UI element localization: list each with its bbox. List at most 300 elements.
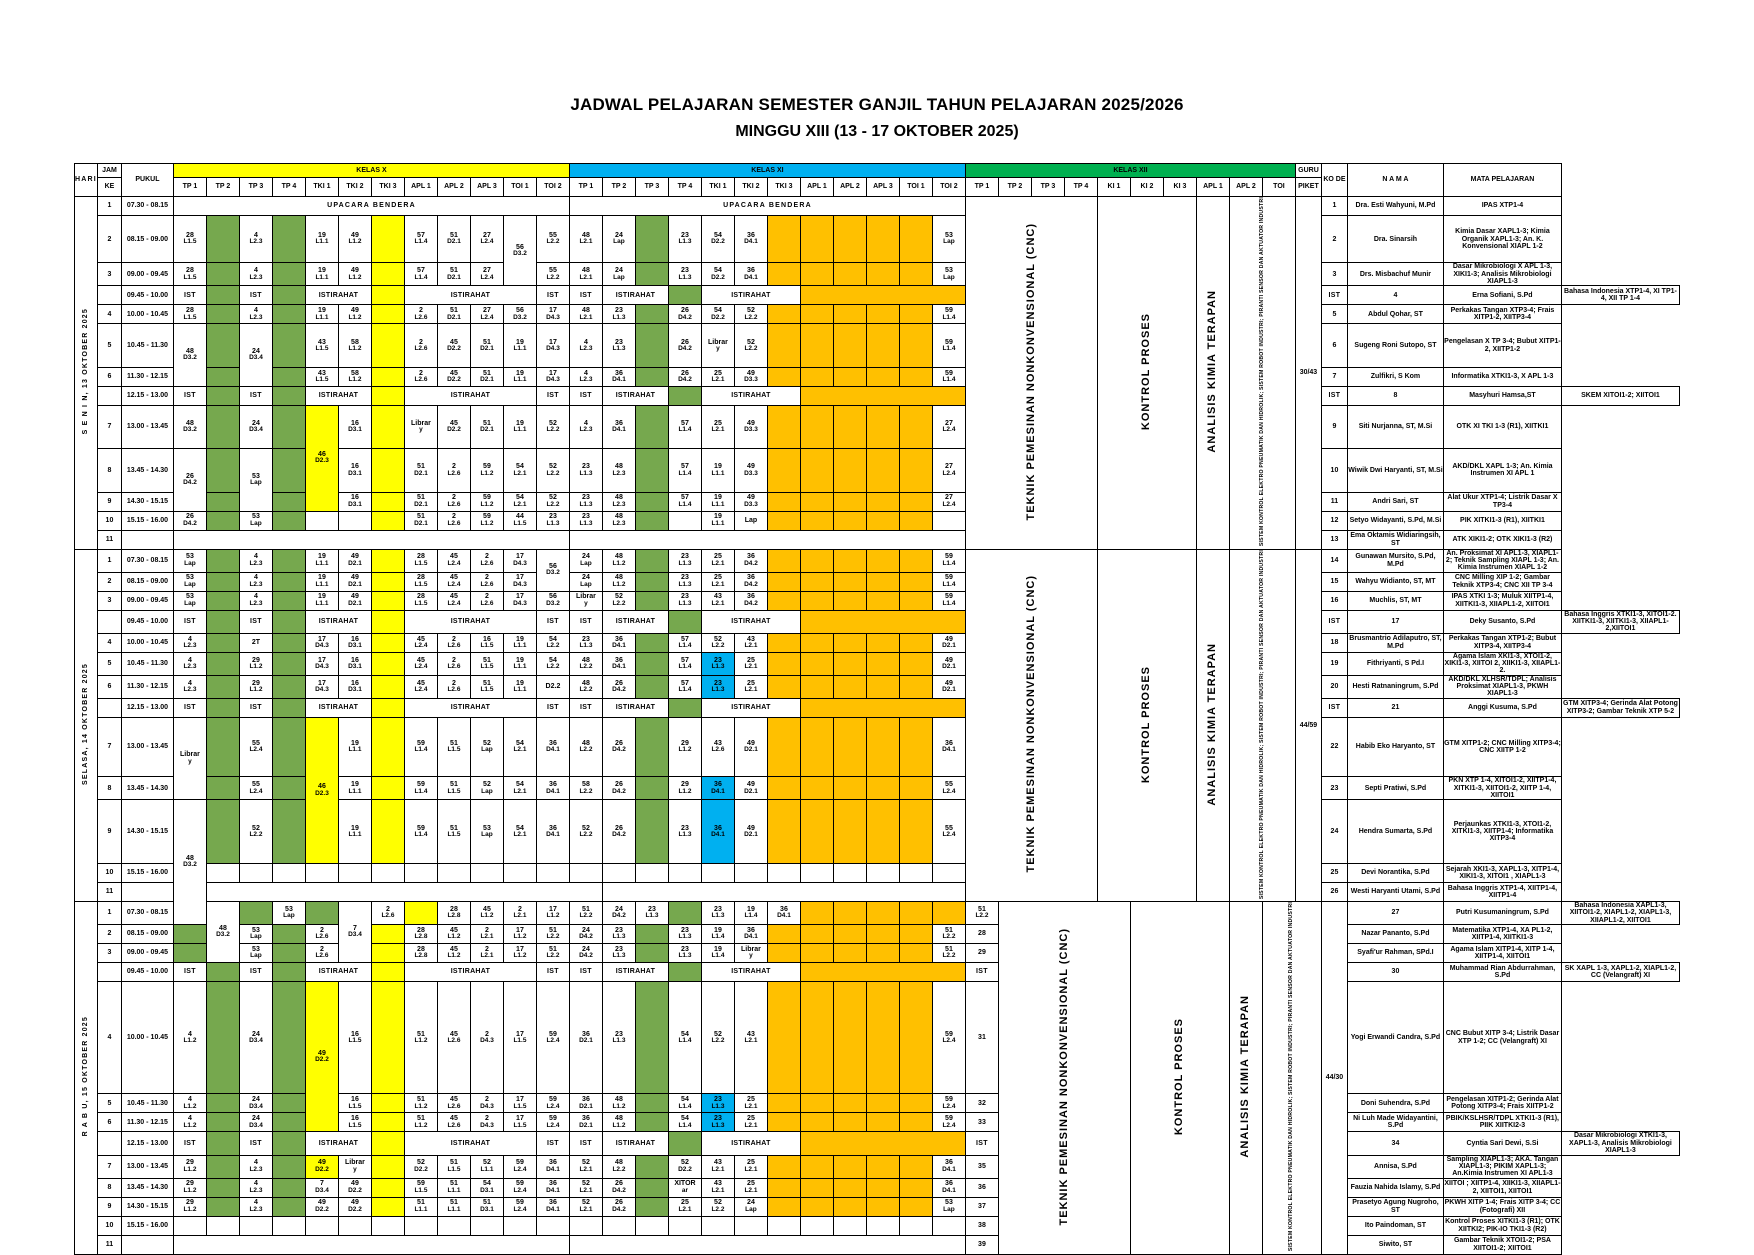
schedule-slot-cell[interactable] xyxy=(932,591,965,610)
schedule-slot-cell[interactable] xyxy=(173,324,206,386)
schedule-slot-cell[interactable] xyxy=(668,982,701,1094)
schedule-slot-cell[interactable] xyxy=(734,944,767,963)
schedule-slot-cell[interactable] xyxy=(536,652,569,675)
schedule-slot-cell[interactable] xyxy=(239,652,272,675)
schedule-slot-cell[interactable] xyxy=(305,591,338,610)
schedule-slot-cell[interactable] xyxy=(569,572,602,591)
schedule-slot-cell[interactable] xyxy=(503,717,536,777)
schedule-slot-cell[interactable] xyxy=(536,717,569,777)
schedule-slot-cell[interactable] xyxy=(470,1155,503,1178)
schedule-slot-cell[interactable] xyxy=(734,902,767,925)
schedule-slot-cell[interactable] xyxy=(536,492,569,511)
schedule-slot-cell[interactable] xyxy=(536,405,569,448)
schedule-slot-cell[interactable] xyxy=(569,492,602,511)
schedule-slot-cell[interactable] xyxy=(470,591,503,610)
schedule-slot-cell[interactable] xyxy=(668,216,701,263)
schedule-slot-cell[interactable] xyxy=(932,800,965,864)
schedule-slot-cell[interactable] xyxy=(569,511,602,530)
schedule-slot-cell[interactable] xyxy=(173,717,206,800)
schedule-slot-cell[interactable] xyxy=(932,492,965,511)
schedule-slot-cell[interactable] xyxy=(701,675,734,698)
schedule-slot-cell[interactable] xyxy=(701,305,734,324)
schedule-slot-cell[interactable] xyxy=(668,367,701,386)
schedule-slot-cell[interactable] xyxy=(569,549,602,572)
schedule-slot-cell[interactable] xyxy=(635,902,668,925)
schedule-slot-cell[interactable] xyxy=(173,1197,206,1216)
schedule-slot-cell[interactable] xyxy=(173,449,206,511)
schedule-slot-cell[interactable] xyxy=(305,549,338,572)
schedule-slot-cell[interactable] xyxy=(932,944,965,963)
schedule-slot-cell[interactable] xyxy=(338,591,371,610)
schedule-slot-cell[interactable] xyxy=(437,982,470,1094)
schedule-slot-cell[interactable] xyxy=(932,572,965,591)
schedule-slot-cell[interactable] xyxy=(701,591,734,610)
schedule-slot-cell[interactable] xyxy=(437,549,470,572)
schedule-slot-cell[interactable] xyxy=(404,675,437,698)
schedule-slot-cell[interactable] xyxy=(404,944,437,963)
schedule-slot-cell[interactable] xyxy=(569,777,602,800)
schedule-slot-cell[interactable] xyxy=(338,492,371,511)
schedule-slot-cell[interactable] xyxy=(536,944,569,963)
schedule-slot-cell[interactable] xyxy=(536,324,569,367)
schedule-slot-cell[interactable] xyxy=(932,305,965,324)
schedule-slot-cell[interactable] xyxy=(173,591,206,610)
schedule-slot-cell[interactable] xyxy=(404,925,437,944)
schedule-slot-cell[interactable] xyxy=(734,405,767,448)
schedule-slot-cell[interactable] xyxy=(173,263,206,286)
schedule-slot-cell[interactable] xyxy=(239,1094,272,1113)
schedule-slot-cell[interactable] xyxy=(932,982,965,1094)
schedule-slot-cell[interactable] xyxy=(404,591,437,610)
schedule-slot-cell[interactable] xyxy=(305,305,338,324)
schedule-slot-cell[interactable] xyxy=(668,944,701,963)
schedule-slot-cell[interactable] xyxy=(305,572,338,591)
schedule-slot-cell[interactable] xyxy=(404,1178,437,1197)
schedule-slot-cell[interactable] xyxy=(932,777,965,800)
schedule-slot-cell[interactable] xyxy=(404,216,437,263)
schedule-slot-cell[interactable] xyxy=(404,492,437,511)
schedule-slot-cell[interactable] xyxy=(437,1155,470,1178)
schedule-slot-cell[interactable] xyxy=(602,800,635,864)
schedule-slot-cell[interactable] xyxy=(338,652,371,675)
schedule-slot-cell[interactable] xyxy=(932,324,965,367)
schedule-slot-cell[interactable] xyxy=(470,717,503,777)
schedule-slot-cell[interactable] xyxy=(239,1155,272,1178)
schedule-slot-cell[interactable] xyxy=(338,717,371,777)
schedule-slot-cell[interactable] xyxy=(536,982,569,1094)
schedule-slot-cell[interactable] xyxy=(239,944,272,963)
schedule-slot-cell[interactable] xyxy=(338,324,371,367)
schedule-slot-cell[interactable] xyxy=(668,633,701,652)
schedule-slot-cell[interactable] xyxy=(437,263,470,286)
schedule-slot-cell[interactable] xyxy=(569,216,602,263)
schedule-slot-cell[interactable] xyxy=(701,216,734,263)
schedule-slot-cell[interactable] xyxy=(437,1178,470,1197)
schedule-slot-cell[interactable] xyxy=(536,1178,569,1197)
schedule-slot-cell[interactable] xyxy=(470,449,503,492)
schedule-slot-cell[interactable] xyxy=(569,902,602,925)
schedule-slot-cell[interactable] xyxy=(668,1155,701,1178)
schedule-slot-cell[interactable] xyxy=(668,324,701,367)
schedule-slot-cell[interactable] xyxy=(239,800,272,864)
schedule-slot-cell[interactable] xyxy=(404,717,437,777)
schedule-slot-cell[interactable] xyxy=(536,902,569,925)
schedule-slot-cell[interactable] xyxy=(173,549,206,572)
schedule-slot-cell[interactable] xyxy=(404,652,437,675)
schedule-slot-cell[interactable] xyxy=(734,492,767,511)
schedule-slot-cell[interactable] xyxy=(437,367,470,386)
schedule-slot-cell[interactable] xyxy=(404,367,437,386)
schedule-slot-cell[interactable] xyxy=(569,800,602,864)
schedule-slot-cell[interactable] xyxy=(602,305,635,324)
schedule-slot-cell[interactable] xyxy=(503,572,536,591)
schedule-slot-cell[interactable] xyxy=(503,1094,536,1113)
schedule-slot-cell[interactable] xyxy=(338,549,371,572)
schedule-slot-cell[interactable] xyxy=(536,777,569,800)
schedule-slot-cell[interactable] xyxy=(437,800,470,864)
schedule-slot-cell[interactable] xyxy=(503,492,536,511)
schedule-slot-cell[interactable] xyxy=(734,1113,767,1132)
schedule-slot-cell[interactable] xyxy=(569,982,602,1094)
schedule-slot-cell[interactable] xyxy=(602,777,635,800)
schedule-slot-cell[interactable] xyxy=(305,324,338,367)
schedule-slot-cell[interactable] xyxy=(239,572,272,591)
schedule-slot-cell[interactable] xyxy=(932,449,965,492)
schedule-slot-cell[interactable] xyxy=(932,925,965,944)
schedule-slot-cell[interactable] xyxy=(932,675,965,698)
schedule-slot-cell[interactable] xyxy=(338,216,371,263)
schedule-slot-cell[interactable] xyxy=(503,367,536,386)
schedule-slot-cell[interactable] xyxy=(239,324,272,386)
schedule-slot-cell[interactable] xyxy=(602,633,635,652)
schedule-slot-cell[interactable] xyxy=(470,1094,503,1113)
schedule-slot-cell[interactable] xyxy=(503,216,536,286)
schedule-slot-cell[interactable] xyxy=(239,633,272,652)
schedule-slot-cell[interactable] xyxy=(701,982,734,1094)
schedule-slot-cell[interactable] xyxy=(668,800,701,864)
schedule-slot-cell[interactable] xyxy=(338,405,371,448)
schedule-slot-cell[interactable] xyxy=(701,1197,734,1216)
schedule-slot-cell[interactable] xyxy=(536,216,569,263)
schedule-slot-cell[interactable] xyxy=(602,925,635,944)
schedule-slot-cell[interactable] xyxy=(602,944,635,963)
schedule-slot-cell[interactable] xyxy=(932,1197,965,1216)
schedule-slot-cell[interactable] xyxy=(503,1155,536,1178)
schedule-slot-cell[interactable] xyxy=(470,549,503,572)
schedule-slot-cell[interactable] xyxy=(437,324,470,367)
schedule-slot-cell[interactable] xyxy=(536,1113,569,1132)
schedule-slot-cell[interactable] xyxy=(404,305,437,324)
schedule-slot-cell[interactable] xyxy=(734,449,767,492)
schedule-slot-cell[interactable] xyxy=(338,449,371,492)
schedule-slot-cell[interactable] xyxy=(503,511,536,530)
schedule-slot-cell[interactable] xyxy=(932,405,965,448)
schedule-slot-cell[interactable] xyxy=(701,492,734,511)
schedule-slot-cell[interactable] xyxy=(569,324,602,367)
schedule-slot-cell[interactable] xyxy=(239,982,272,1094)
schedule-slot-cell[interactable] xyxy=(239,405,272,448)
schedule-slot-cell[interactable] xyxy=(338,982,371,1094)
schedule-slot-cell[interactable] xyxy=(536,449,569,492)
schedule-slot-cell[interactable] xyxy=(338,1113,371,1132)
schedule-slot-cell[interactable] xyxy=(305,1197,338,1216)
schedule-slot-cell[interactable] xyxy=(470,1197,503,1216)
schedule-slot-cell[interactable] xyxy=(470,511,503,530)
schedule-slot-cell[interactable] xyxy=(470,492,503,511)
schedule-slot-cell[interactable] xyxy=(173,1178,206,1197)
schedule-slot-cell[interactable] xyxy=(338,263,371,286)
schedule-slot-cell[interactable] xyxy=(437,305,470,324)
schedule-slot-cell[interactable] xyxy=(503,591,536,610)
schedule-slot-cell[interactable] xyxy=(470,652,503,675)
schedule-slot-cell[interactable] xyxy=(602,449,635,492)
schedule-slot-cell[interactable] xyxy=(701,572,734,591)
schedule-slot-cell[interactable] xyxy=(569,1155,602,1178)
schedule-slot-cell[interactable] xyxy=(239,511,272,530)
schedule-slot-cell[interactable] xyxy=(668,263,701,286)
schedule-slot-cell[interactable] xyxy=(404,1155,437,1178)
schedule-slot-cell[interactable] xyxy=(602,1155,635,1178)
schedule-slot-cell[interactable] xyxy=(734,572,767,591)
schedule-slot-cell[interactable] xyxy=(701,367,734,386)
schedule-slot-cell[interactable] xyxy=(734,367,767,386)
schedule-slot-cell[interactable] xyxy=(569,1197,602,1216)
schedule-slot-cell[interactable] xyxy=(503,449,536,492)
schedule-slot-cell[interactable] xyxy=(470,405,503,448)
schedule-slot-cell[interactable] xyxy=(173,511,206,530)
schedule-slot-cell[interactable] xyxy=(239,717,272,777)
schedule-slot-cell[interactable] xyxy=(668,925,701,944)
schedule-slot-cell[interactable] xyxy=(470,982,503,1094)
schedule-slot-cell[interactable] xyxy=(932,367,965,386)
schedule-slot-cell[interactable] xyxy=(404,633,437,652)
schedule-slot-cell[interactable] xyxy=(239,1178,272,1197)
schedule-slot-cell[interactable] xyxy=(536,925,569,944)
schedule-slot-cell[interactable] xyxy=(173,675,206,698)
schedule-slot-cell[interactable] xyxy=(734,305,767,324)
schedule-slot-cell[interactable] xyxy=(536,1094,569,1113)
schedule-slot-cell[interactable] xyxy=(734,263,767,286)
schedule-slot-cell[interactable] xyxy=(602,717,635,777)
schedule-slot-cell[interactable] xyxy=(437,1094,470,1113)
schedule-slot-cell[interactable] xyxy=(173,1155,206,1178)
schedule-slot-cell[interactable] xyxy=(536,549,569,591)
schedule-slot-cell[interactable] xyxy=(602,982,635,1094)
schedule-slot-cell[interactable] xyxy=(734,925,767,944)
schedule-slot-cell[interactable] xyxy=(239,925,272,944)
schedule-slot-cell[interactable] xyxy=(503,925,536,944)
schedule-slot-cell[interactable] xyxy=(602,492,635,511)
schedule-slot-cell[interactable] xyxy=(404,982,437,1094)
schedule-slot-cell[interactable] xyxy=(437,902,470,925)
schedule-slot-cell[interactable] xyxy=(734,1094,767,1113)
schedule-slot-cell[interactable] xyxy=(305,652,338,675)
schedule-slot-cell[interactable] xyxy=(932,549,965,572)
schedule-slot-cell[interactable] xyxy=(404,549,437,572)
schedule-slot-cell[interactable] xyxy=(404,324,437,367)
schedule-slot-cell[interactable] xyxy=(503,633,536,652)
schedule-slot-cell[interactable] xyxy=(470,305,503,324)
schedule-slot-cell[interactable] xyxy=(602,1113,635,1132)
schedule-slot-cell[interactable] xyxy=(305,675,338,698)
schedule-slot-cell[interactable] xyxy=(470,902,503,925)
schedule-slot-cell[interactable] xyxy=(668,1178,701,1197)
schedule-slot-cell[interactable] xyxy=(338,800,371,864)
schedule-slot-cell[interactable] xyxy=(470,324,503,367)
schedule-slot-cell[interactable] xyxy=(668,591,701,610)
schedule-slot-cell[interactable] xyxy=(305,925,338,944)
schedule-slot-cell[interactable] xyxy=(338,1178,371,1197)
schedule-slot-cell[interactable] xyxy=(338,367,371,386)
schedule-slot-cell[interactable] xyxy=(437,717,470,777)
schedule-slot-cell[interactable] xyxy=(503,944,536,963)
schedule-slot-cell[interactable] xyxy=(536,1155,569,1178)
schedule-slot-cell[interactable] xyxy=(668,675,701,698)
schedule-slot-cell[interactable] xyxy=(932,1094,965,1113)
schedule-slot-cell[interactable] xyxy=(602,652,635,675)
schedule-slot-cell[interactable] xyxy=(470,1178,503,1197)
schedule-slot-cell[interactable] xyxy=(239,591,272,610)
schedule-slot-cell[interactable] xyxy=(173,652,206,675)
schedule-slot-cell[interactable] xyxy=(734,982,767,1094)
schedule-slot-cell[interactable] xyxy=(173,633,206,652)
schedule-slot-cell[interactable] xyxy=(701,549,734,572)
schedule-slot-cell[interactable] xyxy=(536,1197,569,1216)
schedule-slot-cell[interactable] xyxy=(437,591,470,610)
schedule-slot-cell[interactable] xyxy=(404,1197,437,1216)
schedule-slot-cell[interactable] xyxy=(569,652,602,675)
schedule-slot-cell[interactable] xyxy=(734,717,767,777)
schedule-slot-cell[interactable] xyxy=(437,925,470,944)
schedule-slot-cell[interactable] xyxy=(470,777,503,800)
schedule-slot-cell[interactable] xyxy=(701,800,734,864)
schedule-slot-cell[interactable] xyxy=(305,1178,338,1197)
schedule-slot-cell[interactable] xyxy=(470,263,503,286)
schedule-slot-cell[interactable] xyxy=(338,1094,371,1113)
schedule-slot-cell[interactable] xyxy=(239,1197,272,1216)
schedule-slot-cell[interactable] xyxy=(239,216,272,263)
schedule-slot-cell[interactable] xyxy=(173,1113,206,1132)
schedule-slot-cell[interactable] xyxy=(701,944,734,963)
schedule-slot-cell[interactable] xyxy=(503,652,536,675)
schedule-slot-cell[interactable] xyxy=(305,717,338,863)
schedule-slot-cell[interactable] xyxy=(503,549,536,572)
schedule-slot-cell[interactable] xyxy=(173,572,206,591)
schedule-slot-cell[interactable] xyxy=(569,944,602,963)
schedule-slot-cell[interactable] xyxy=(734,675,767,698)
schedule-slot-cell[interactable] xyxy=(503,305,536,324)
schedule-slot-cell[interactable] xyxy=(569,1113,602,1132)
schedule-slot-cell[interactable] xyxy=(305,633,338,652)
schedule-slot-cell[interactable] xyxy=(338,902,371,963)
schedule-slot-cell[interactable] xyxy=(569,1094,602,1113)
schedule-slot-cell[interactable] xyxy=(701,633,734,652)
schedule-slot-cell[interactable] xyxy=(239,549,272,572)
schedule-slot-cell[interactable] xyxy=(437,652,470,675)
schedule-slot-cell[interactable] xyxy=(569,367,602,386)
schedule-slot-cell[interactable] xyxy=(734,633,767,652)
schedule-slot-cell[interactable] xyxy=(602,405,635,448)
schedule-slot-cell[interactable] xyxy=(932,652,965,675)
schedule-slot-cell[interactable] xyxy=(668,549,701,572)
schedule-slot-cell[interactable] xyxy=(701,902,734,925)
schedule-slot-cell[interactable] xyxy=(173,800,206,925)
schedule-slot-cell[interactable] xyxy=(239,263,272,286)
schedule-slot-cell[interactable] xyxy=(338,305,371,324)
schedule-slot-cell[interactable] xyxy=(932,1113,965,1132)
schedule-slot-cell[interactable] xyxy=(437,944,470,963)
schedule-slot-cell[interactable] xyxy=(668,717,701,777)
schedule-slot-cell[interactable] xyxy=(239,1113,272,1132)
schedule-slot-cell[interactable] xyxy=(536,633,569,652)
schedule-slot-cell[interactable] xyxy=(503,902,536,925)
schedule-slot-cell[interactable] xyxy=(932,1155,965,1178)
schedule-slot-cell[interactable] xyxy=(338,777,371,800)
schedule-slot-cell[interactable] xyxy=(305,367,338,386)
schedule-slot-cell[interactable] xyxy=(173,982,206,1094)
schedule-slot-cell[interactable] xyxy=(668,492,701,511)
schedule-slot-cell[interactable] xyxy=(734,1197,767,1216)
schedule-slot-cell[interactable] xyxy=(503,675,536,698)
schedule-slot-cell[interactable] xyxy=(569,633,602,652)
schedule-slot-cell[interactable] xyxy=(701,405,734,448)
schedule-slot-cell[interactable] xyxy=(734,1178,767,1197)
schedule-slot-cell[interactable] xyxy=(734,511,767,530)
schedule-slot-cell[interactable] xyxy=(569,1178,602,1197)
schedule-slot-cell[interactable] xyxy=(305,982,338,1132)
schedule-slot-cell[interactable] xyxy=(404,511,437,530)
schedule-slot-cell[interactable] xyxy=(569,405,602,448)
schedule-slot-cell[interactable] xyxy=(701,717,734,777)
schedule-slot-cell[interactable] xyxy=(404,405,437,448)
schedule-slot-cell[interactable] xyxy=(701,1113,734,1132)
schedule-slot-cell[interactable] xyxy=(470,216,503,263)
schedule-slot-cell[interactable] xyxy=(701,324,734,367)
schedule-slot-cell[interactable] xyxy=(668,449,701,492)
schedule-slot-cell[interactable] xyxy=(701,511,734,530)
schedule-slot-cell[interactable] xyxy=(701,1178,734,1197)
schedule-slot-cell[interactable] xyxy=(569,263,602,286)
schedule-slot-cell[interactable] xyxy=(305,405,338,511)
schedule-slot-cell[interactable] xyxy=(404,777,437,800)
schedule-slot-cell[interactable] xyxy=(569,925,602,944)
schedule-slot-cell[interactable] xyxy=(503,405,536,448)
schedule-slot-cell[interactable] xyxy=(338,675,371,698)
schedule-slot-cell[interactable] xyxy=(503,800,536,864)
schedule-slot-cell[interactable] xyxy=(602,591,635,610)
schedule-slot-cell[interactable] xyxy=(338,633,371,652)
schedule-slot-cell[interactable] xyxy=(569,717,602,777)
schedule-slot-cell[interactable] xyxy=(701,1094,734,1113)
schedule-slot-cell[interactable] xyxy=(734,591,767,610)
schedule-slot-cell[interactable] xyxy=(932,216,965,263)
schedule-slot-cell[interactable] xyxy=(602,902,635,925)
schedule-slot-cell[interactable] xyxy=(305,1155,338,1178)
schedule-slot-cell[interactable] xyxy=(767,902,800,925)
schedule-slot-cell[interactable] xyxy=(437,405,470,448)
schedule-slot-cell[interactable] xyxy=(173,305,206,324)
schedule-slot-cell[interactable] xyxy=(569,305,602,324)
schedule-slot-cell[interactable] xyxy=(602,511,635,530)
schedule-slot-cell[interactable] xyxy=(305,263,338,286)
schedule-slot-cell[interactable] xyxy=(338,1197,371,1216)
schedule-slot-cell[interactable] xyxy=(734,1155,767,1178)
schedule-slot-cell[interactable] xyxy=(668,1094,701,1113)
schedule-slot-cell[interactable] xyxy=(668,572,701,591)
schedule-slot-cell[interactable] xyxy=(536,305,569,324)
schedule-slot-cell[interactable] xyxy=(602,549,635,572)
schedule-slot-cell[interactable] xyxy=(470,367,503,386)
